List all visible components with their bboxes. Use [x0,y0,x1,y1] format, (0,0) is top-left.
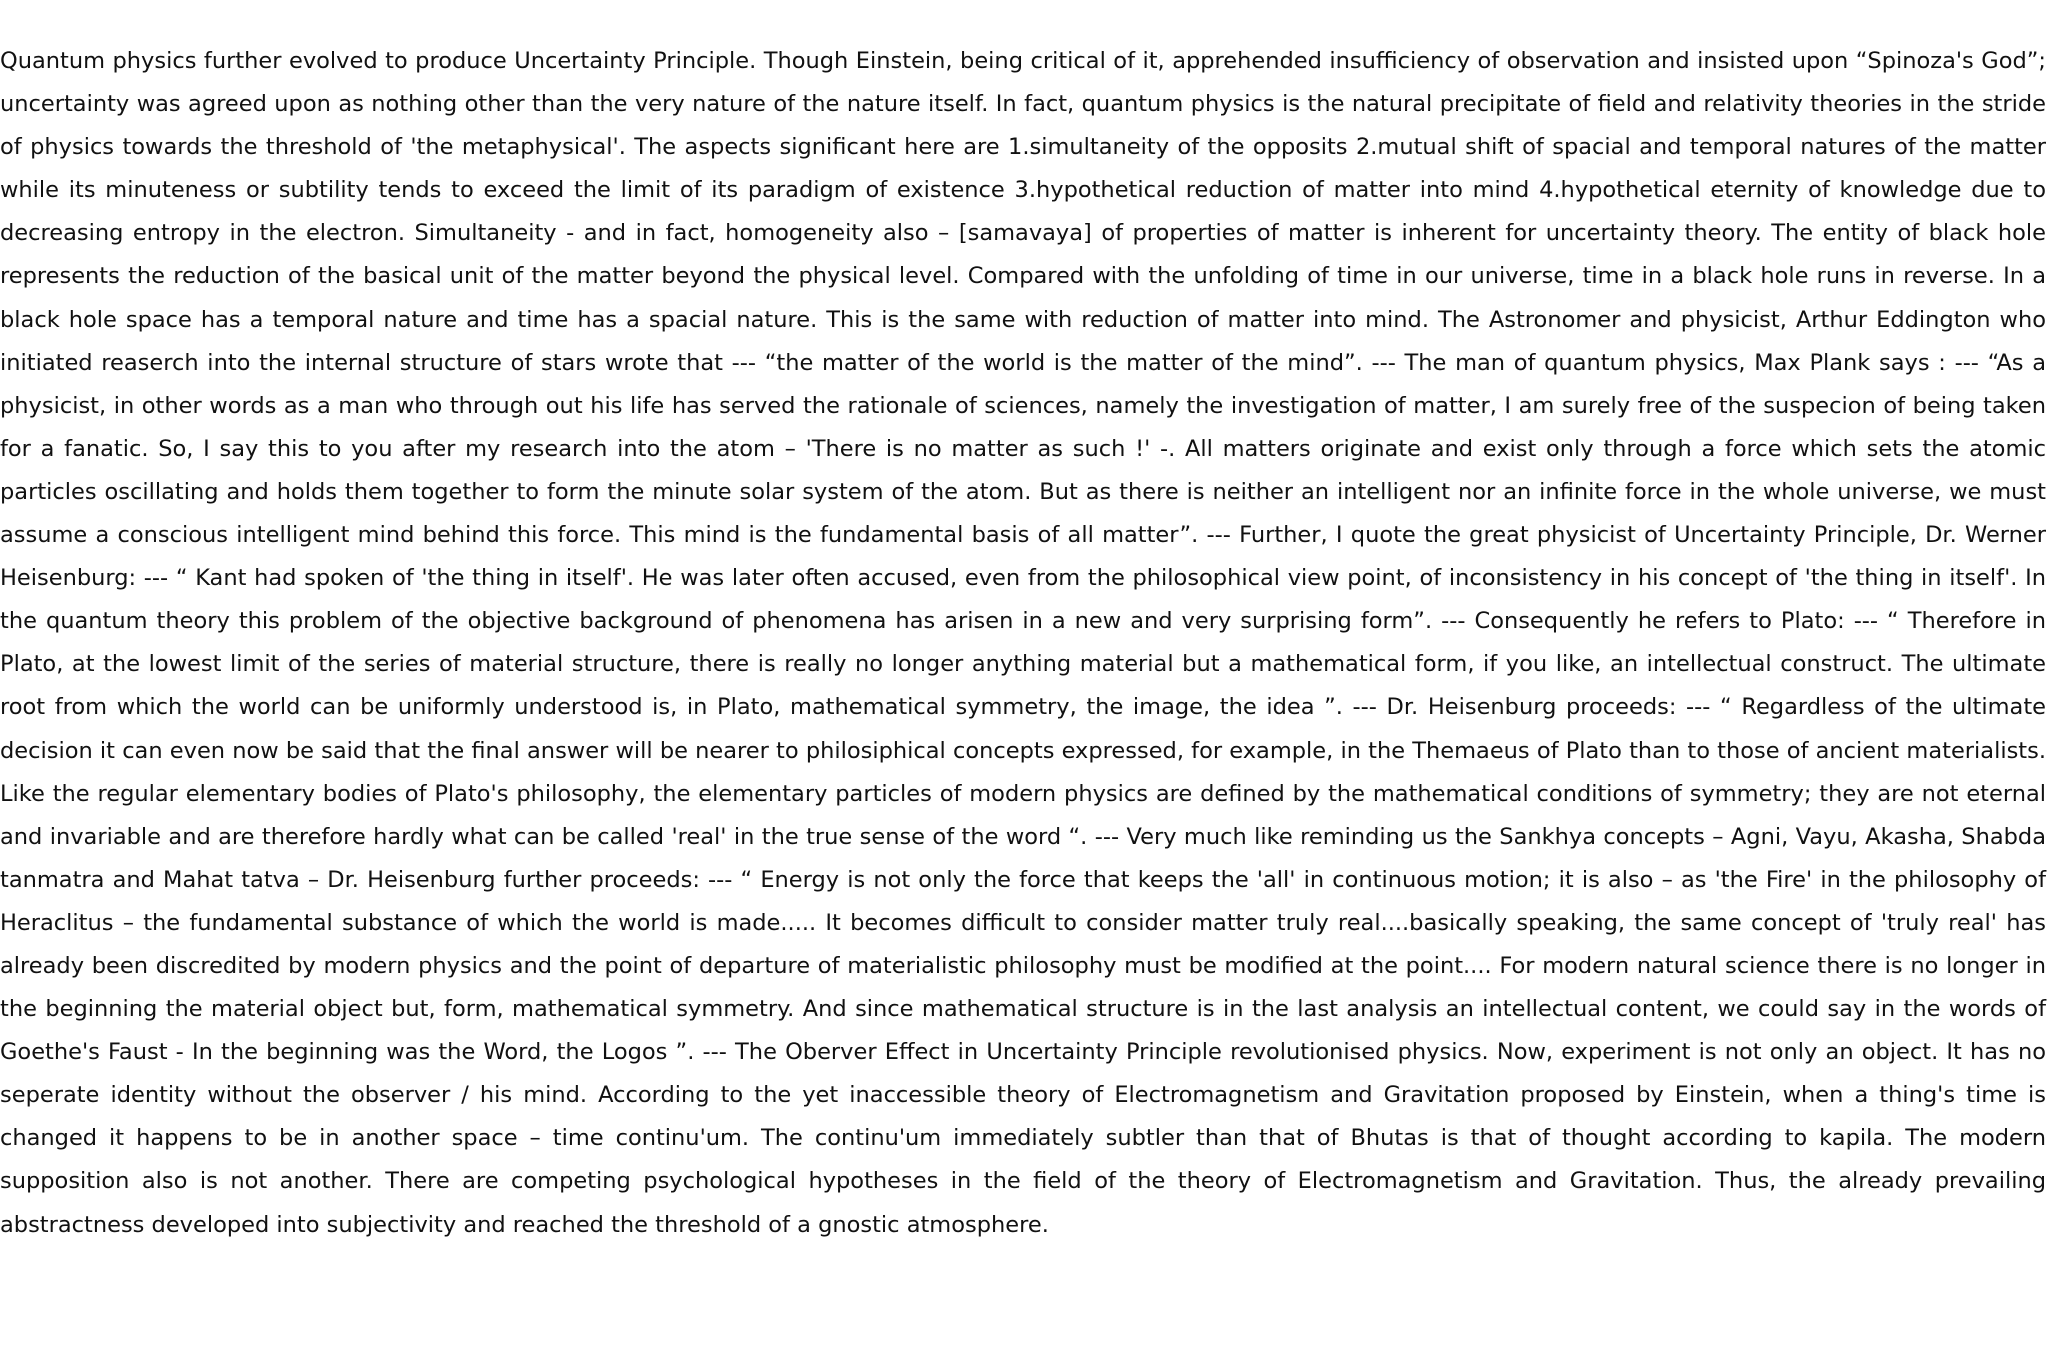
body-paragraph: Quantum physics further evolved to produce Uncertainty Principle. Though Einstein, being critical of it, apprehended insufficiency of observation and insisted upon “Spinoza's God”; uncertainty was agreed upon as nothing other than the very nature of the nature itself. In fact, quantum physics is the natural precipitate of field and relativity theories in the stride of physics towards the threshold of 'the metaphysical'. The aspects significant here are 1.simultaneity of the opposits 2.mutual shift of spacial and temporal natures of the matter while its minuteness or subtility tends to exceed the limit of its paradigm of existence 3.hypothetical reduction of matter into mind 4.hypothetical eternity of knowledge due to decreasing entropy in the electron. Simultaneity - and in fact, homogeneity also – [samavaya] of properties of matter is inherent for uncertainty theory. The entity of black hole represents the reduction of the basical unit of the matter beyond the physical level. Compared with the unfolding of time in our universe, time in a black hole runs in reverse. In a black hole space has a temporal nature and time has a spacial nature. This is the same with reduction of matter into mind. The Astronomer and physicist, Arthur Eddington who initiated reaserch into the internal structure of stars wrote that --- “the matter of the world is the matter of the mind”. --- The man of quantum physics, Max Plank says : --- “As a physicist, in other words as a man who through out his life has served the rationale of sciences, namely the investigation of matter, I am surely free of the suspecion of being taken for a fanatic. So, I say this to you after my research into the atom – 'There is no matter as such !' -. All matters originate and exist only through a force which sets the atomic particles oscillating and holds them together to form the minute solar system of the atom. But as there is neither an intelligent nor an infinite force in the whole universe, we must assume a conscious intelligent mind behind this force. This mind is the fundamental basis of all matter”. --- Further, I quote the great physicist of Uncertainty Principle, Dr. Werner Heisenburg: --- “ Kant had spoken of 'the thing in itself'. He was later often accused, even from the philosophical view point, of inconsistency in his concept of 'the thing in itself'. In the quantum theory this problem of the objective background of phenomena has arisen in a new and very surprising form”. --- Consequently he refers to Plato: --- “ Therefore in Plato, at the lowest limit of the series of material structure, there is really no longer anything material but a mathematical form, if you like, an intellectual construct. The ultimate root from which the world can be uniformly understood is, in Plato, mathematical symmetry, the image, the idea ”. --- Dr. Heisenburg proceeds: --- “ Regardless of the ultimate decision it can even now be said that the final answer will be nearer to philosiphical concepts expressed, for example, in the Themaeus of Plato than to those of ancient materialists. Like the regular elementary bodies of Plato's philosophy, the elementary particles of modern physics are defined by the mathematical conditions of symmetry; they are not eternal and invariable and are therefore hardly what can be called 'real' in the true sense of the word “. --- Very much like reminding us the Sankhya concepts – Agni, Vayu, Akasha, Shabda tanmatra and Mahat tatva – Dr. Heisenburg further proceeds: --- “ Energy is not only the force that keeps the 'all' in continuous motion; it is also – as 'the Fire' in the philosophy of Heraclitus – the fundamental substance of which the world is made..... It becomes difficult to consider matter truly real....basically speaking, the same concept of 'truly real' has already been discredited by modern physics and the point of departure of materialistic philosophy must be modified at the point.... For modern natural science there is no longer in the beginning the material object but, form, mathematical symmetry. And since mathematical structure is in the last analysis an intellectual content, we could say in the words of Goethe's Faust - In the beginning was the Word, the Logos ”. --- The Oberver Effect in Uncertainty Principle revolutionised physics. Now, experiment is not only an object. It has no seperate identity without the observer / his mind. According to the yet inaccessible theory of Electromagnetism and Gravitation proposed by Einstein, when a thing's time is changed it happens to be in another space – time continu'um. The continu'um immediately subtler than that of Bhutas is that of thought according to kapila. The modern supposition also is not another. There are competing psychological hypotheses in the field of the theory of Electromagnetism and Gravitation. Thus, the already prevailing abstractness developed into subjectivity and reached the threshold of a gnostic atmosphere. [0,48,2046,1238]
document-page [0,40,2048,1247]
